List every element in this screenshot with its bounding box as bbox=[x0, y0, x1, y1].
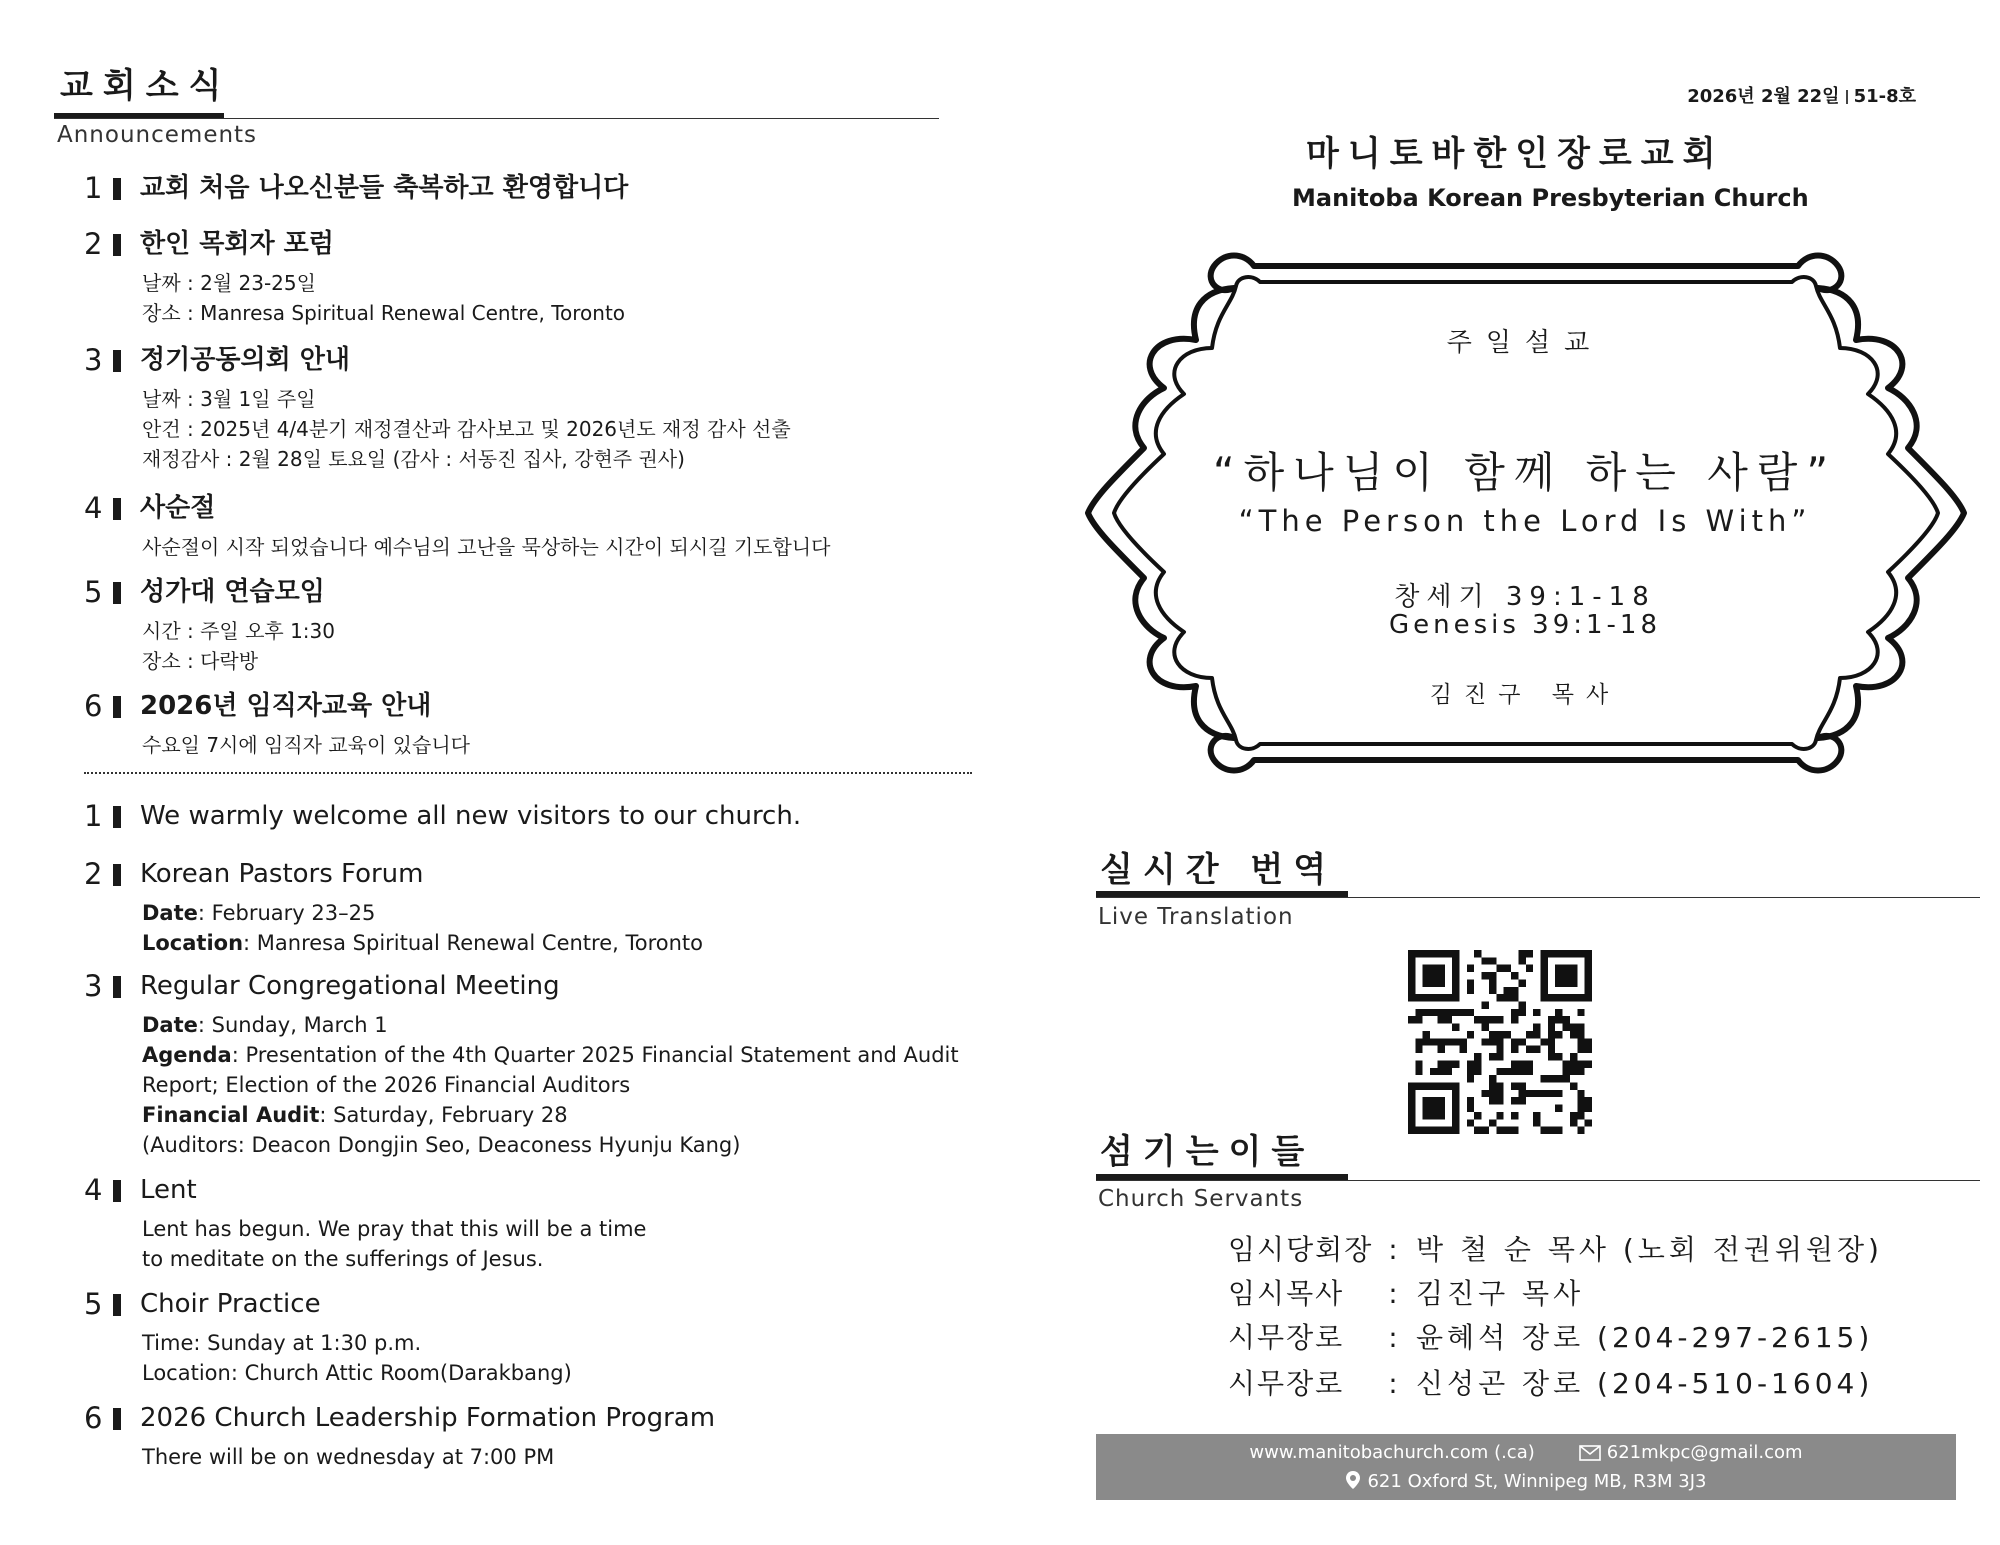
servant-role: 임시목사 bbox=[1228, 1277, 1345, 1310]
announcements-subtitle: Announcements bbox=[57, 122, 258, 148]
servant-name: 김진구 목사 bbox=[1416, 1277, 1585, 1310]
address-text: 621 Oxford St, Winnipeg MB, R3M 3J3 bbox=[1367, 1471, 1707, 1492]
detail-line: 날짜 : 3월 1일 주일 bbox=[142, 387, 316, 411]
translation-title: 실시간 번역 bbox=[1100, 850, 1337, 890]
detail-line: 장소 : 다락방 bbox=[142, 649, 259, 673]
detail-text: : Sunday, March 1 bbox=[197, 1013, 388, 1037]
detail-label: Date bbox=[142, 1013, 198, 1037]
scripture-korean: 창세기 39:1-18 bbox=[1394, 582, 1656, 612]
item-marker bbox=[113, 498, 121, 520]
detail-line bbox=[142, 1328, 572, 1358]
servant-name: 윤혜석 장로 (204-297-2615) bbox=[1416, 1321, 1874, 1354]
item-number: 1 bbox=[84, 799, 103, 833]
servant-role: 시무장로 bbox=[1228, 1367, 1345, 1400]
item-heading: 2026 Church Leadership Formation Program bbox=[140, 1403, 716, 1433]
item-details bbox=[142, 268, 625, 328]
sermon-title-korean: “하나님이 함께 하는 사람” bbox=[1212, 448, 1838, 497]
item-marker bbox=[113, 696, 121, 718]
detail-line: 날짜 : 2월 23-25일 bbox=[142, 271, 316, 295]
item-heading: 2026년 임직자교육 안내 bbox=[140, 691, 432, 721]
item-marker bbox=[113, 806, 121, 828]
item-number: 6 bbox=[84, 689, 103, 723]
item-heading: Choir Practice bbox=[140, 1289, 321, 1319]
sermon-label: 주일설교 bbox=[1446, 328, 1604, 358]
detail-text: Lent has begun. We pray that this will be a time bbox=[142, 1217, 647, 1241]
preacher-name: 김진구 목사 bbox=[1429, 682, 1621, 708]
detail-line bbox=[142, 1358, 572, 1388]
item-marker bbox=[113, 178, 121, 200]
detail-text: Report; Election of the 2026 Financial Auditors bbox=[142, 1073, 631, 1097]
envelope-icon bbox=[1579, 1445, 1601, 1461]
item-heading: Lent bbox=[140, 1175, 197, 1205]
footer-row-web-email bbox=[1096, 1442, 1956, 1463]
item-heading: 교회 처음 나오신분들 축복하고 환영합니다 bbox=[140, 173, 629, 203]
translation-subtitle: Live Translation bbox=[1098, 904, 1294, 930]
detail-line bbox=[142, 1040, 959, 1070]
date-separator bbox=[1846, 90, 1848, 104]
item-marker bbox=[113, 234, 121, 256]
detail-line bbox=[142, 1070, 959, 1100]
detail-line bbox=[142, 898, 703, 928]
item-number: 2 bbox=[84, 227, 103, 261]
servants-title-rule bbox=[1096, 1180, 1980, 1181]
detail-line: 장소 : Manresa Spiritual Renewal Centre, Toronto bbox=[142, 301, 626, 325]
detail-text: to meditate on the sufferings of Jesus. bbox=[142, 1247, 544, 1271]
website-link[interactable]: www.manitobachurch.com (.ca) bbox=[1249, 1442, 1535, 1463]
detail-text: : Saturday, February 28 bbox=[319, 1103, 568, 1127]
item-details bbox=[142, 1010, 959, 1160]
detail-text: There will be on wednesday at 7:00 PM bbox=[142, 1445, 555, 1469]
contact-footer bbox=[1096, 1434, 1956, 1500]
item-details bbox=[142, 616, 335, 676]
servants-title: 섬기는이들 bbox=[1100, 1132, 1315, 1172]
scripture-english: Genesis 39:1-18 bbox=[1388, 610, 1662, 640]
detail-line bbox=[142, 1100, 959, 1130]
item-number: 4 bbox=[84, 1173, 103, 1207]
servants-subtitle: Church Servants bbox=[1098, 1186, 1304, 1212]
item-marker bbox=[113, 1294, 121, 1316]
translation-title-rule bbox=[1096, 897, 1980, 898]
item-number: 5 bbox=[84, 575, 103, 609]
detail-line: 재정감사 : 2월 28일 토요일 (감사 : 서동진 집사, 강현주 권사) bbox=[142, 447, 685, 471]
date-text: 2026년 2월 22일 bbox=[1687, 86, 1840, 107]
item-number: 2 bbox=[84, 857, 103, 891]
detail-line bbox=[142, 1130, 959, 1160]
bulletin-date bbox=[1687, 82, 1916, 108]
detail-line bbox=[142, 1010, 959, 1040]
detail-line: 사순절이 시작 되었습니다 예수님의 고난을 묵상하는 시간이 되시길 기도합니다 bbox=[142, 535, 831, 559]
item-number: 3 bbox=[84, 969, 103, 1003]
detail-line: 안건 : 2025년 4/4분기 재정결산과 감사보고 및 2026년도 재정 감사 선출 bbox=[142, 417, 791, 441]
item-details bbox=[142, 898, 703, 958]
announcements-title: 교회소식 bbox=[60, 66, 232, 106]
item-heading: 정기공동의회 안내 bbox=[140, 345, 350, 375]
location-pin-icon bbox=[1345, 1470, 1361, 1490]
item-marker bbox=[113, 582, 121, 604]
detail-label: Agenda bbox=[142, 1043, 232, 1067]
item-heading: Korean Pastors Forum bbox=[140, 859, 424, 889]
detail-text: Location: Church Attic Room(Darakbang) bbox=[142, 1361, 572, 1385]
sermon-title-english: “The Person the Lord Is With” bbox=[1238, 504, 1812, 538]
announcements-title-rule bbox=[54, 118, 939, 119]
item-heading: 한인 목회자 포럼 bbox=[140, 229, 334, 259]
detail-line bbox=[142, 928, 703, 958]
servant-name: 박 철 순 목사 (노회 전권위원장) bbox=[1416, 1233, 1883, 1266]
servant-role: 임시당회장 bbox=[1228, 1233, 1374, 1266]
servant-row bbox=[1228, 1362, 1873, 1402]
servant-colon: : bbox=[1388, 1233, 1400, 1266]
detail-text: : Manresa Spiritual Renewal Centre, Toronto bbox=[243, 931, 703, 955]
item-details bbox=[142, 1442, 554, 1472]
item-number: 1 bbox=[84, 171, 103, 205]
issue-number: 51-8호 bbox=[1853, 86, 1916, 107]
email-link[interactable]: 621mkpc@gmail.com bbox=[1606, 1442, 1803, 1463]
detail-text: (Auditors: Deacon Dongjin Seo, Deaconess Hyunju Kang) bbox=[142, 1133, 741, 1157]
servant-name: 신성곤 장로 (204-510-1604) bbox=[1416, 1367, 1874, 1400]
item-heading: 성가대 연습모임 bbox=[140, 577, 325, 607]
item-heading: Regular Congregational Meeting bbox=[140, 971, 560, 1001]
item-marker bbox=[113, 350, 121, 372]
detail-line bbox=[142, 1244, 646, 1274]
section-divider bbox=[84, 772, 972, 774]
footer-row-address bbox=[1096, 1470, 1956, 1492]
item-details bbox=[142, 1214, 646, 1274]
detail-text: Time: Sunday at 1:30 p.m. bbox=[142, 1331, 422, 1355]
detail-line bbox=[142, 1214, 646, 1244]
item-number: 4 bbox=[84, 491, 103, 525]
item-number: 5 bbox=[84, 1287, 103, 1321]
servant-colon: : bbox=[1388, 1277, 1400, 1310]
item-details bbox=[142, 730, 470, 760]
detail-label: Financial Audit bbox=[142, 1103, 320, 1127]
detail-line: 수요일 7시에 임직자 교육이 있습니다 bbox=[142, 733, 470, 757]
detail-line bbox=[142, 1442, 554, 1472]
item-marker bbox=[113, 864, 121, 886]
item-heading: We warmly welcome all new visitors to our church. bbox=[140, 801, 802, 831]
detail-text: : Presentation of the 4th Quarter 2025 Financial Statement and Audit bbox=[231, 1043, 959, 1067]
church-name-english: Manitoba Korean Presbyterian Church bbox=[1292, 184, 1809, 212]
servant-role: 시무장로 bbox=[1228, 1321, 1345, 1354]
servant-colon: : bbox=[1388, 1321, 1400, 1354]
item-heading: 사순절 bbox=[140, 493, 216, 523]
item-marker bbox=[113, 1408, 121, 1430]
item-details bbox=[142, 384, 791, 474]
item-details bbox=[142, 532, 830, 562]
servant-row bbox=[1228, 1316, 1873, 1356]
servant-row bbox=[1228, 1272, 1584, 1312]
detail-text: : February 23–25 bbox=[197, 901, 376, 925]
item-number: 6 bbox=[84, 1401, 103, 1435]
servant-colon: : bbox=[1388, 1367, 1400, 1400]
item-number: 3 bbox=[84, 343, 103, 377]
servant-row bbox=[1228, 1228, 1883, 1268]
qr-code-icon[interactable] bbox=[1408, 950, 1592, 1134]
detail-label: Location bbox=[142, 931, 244, 955]
item-details bbox=[142, 1328, 572, 1388]
detail-line: 시간 : 주일 오후 1:30 bbox=[142, 619, 335, 643]
church-name-korean: 마니토바한인장로교회 bbox=[1306, 134, 1725, 174]
item-marker bbox=[113, 976, 121, 998]
item-marker bbox=[113, 1180, 121, 1202]
detail-label: Date bbox=[142, 901, 198, 925]
